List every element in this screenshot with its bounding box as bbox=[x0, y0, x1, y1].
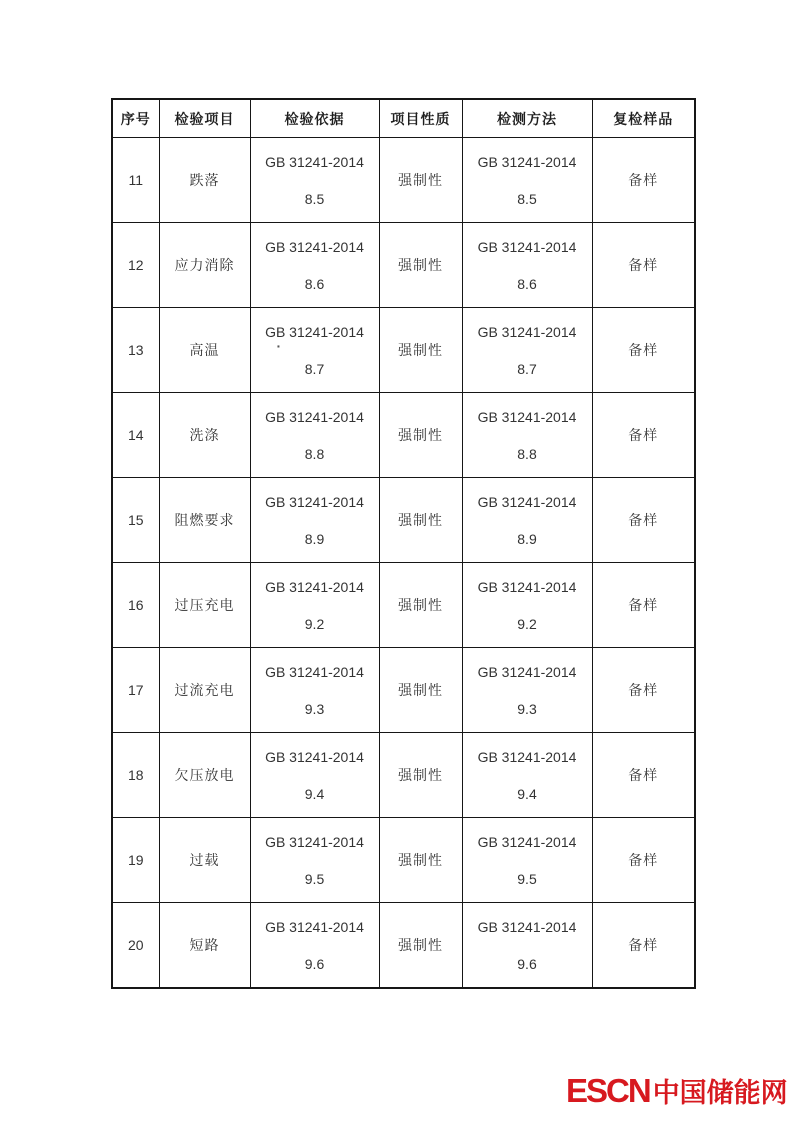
basis-standard: GB 31241-2014 bbox=[265, 408, 364, 425]
header-cell-serial: 序号 bbox=[112, 99, 159, 138]
cell-nature: 强制性 bbox=[379, 818, 462, 903]
cell-nature: 强制性 bbox=[379, 733, 462, 818]
table-row bbox=[112, 733, 695, 818]
cell-basis bbox=[250, 563, 379, 648]
table-row bbox=[112, 478, 695, 563]
basis-standard: GB 31241-2014 bbox=[265, 833, 364, 850]
cell-serial: 13 bbox=[112, 308, 159, 393]
cell-resample: 备样 bbox=[592, 563, 695, 648]
header-cell-basis: 检验依据 bbox=[250, 99, 379, 138]
method-standard: GB 31241-2014 bbox=[477, 238, 577, 255]
table-row bbox=[112, 223, 695, 308]
basis-standard: GB 31241-2014 bbox=[265, 578, 364, 595]
cell-nature: 强制性 bbox=[379, 478, 462, 563]
cell-resample: 备样 bbox=[592, 393, 695, 478]
cell-basis bbox=[250, 648, 379, 733]
table-row bbox=[112, 308, 695, 393]
cell-serial: 15 bbox=[112, 478, 159, 563]
cell-basis bbox=[250, 903, 379, 989]
table-row bbox=[112, 648, 695, 733]
cell-serial: 11 bbox=[112, 138, 159, 223]
basis-clause: 9.3 bbox=[304, 700, 325, 717]
cell-resample: 备样 bbox=[592, 223, 695, 308]
table-row bbox=[112, 818, 695, 903]
basis-standard: GB 31241-2014 bbox=[265, 238, 364, 255]
header-cell-method: 检测方法 bbox=[462, 99, 592, 138]
method-clause: 8.7 bbox=[517, 360, 537, 377]
basis-clause: 8.7 bbox=[304, 360, 325, 377]
header-cell-item: 检验项目 bbox=[159, 99, 250, 138]
method-standard: GB 31241-2014 bbox=[477, 918, 577, 935]
method-clause: 9.6 bbox=[517, 955, 537, 972]
cell-item: 应力消除 bbox=[159, 223, 250, 308]
method-standard: GB 31241-2014 bbox=[477, 493, 577, 510]
cell-method bbox=[462, 223, 592, 308]
cell-method bbox=[462, 648, 592, 733]
basis-standard: GB 31241-2014 bbox=[265, 918, 364, 935]
logo-text-en: ESCN bbox=[566, 1072, 650, 1109]
basis-clause: 8.9 bbox=[304, 530, 325, 547]
cell-resample: 备样 bbox=[592, 648, 695, 733]
cell-item: 过载 bbox=[159, 818, 250, 903]
method-clause: 8.8 bbox=[517, 445, 537, 462]
cell-resample: 备样 bbox=[592, 138, 695, 223]
basis-clause: 9.4 bbox=[304, 785, 325, 802]
method-standard: GB 31241-2014 bbox=[477, 833, 577, 850]
inspection-table bbox=[111, 98, 696, 989]
basis-clause: 8.6 bbox=[304, 275, 325, 292]
basis-standard: GB 31241-2014 bbox=[265, 153, 364, 170]
cell-nature: 强制性 bbox=[379, 223, 462, 308]
escn-logo bbox=[566, 1071, 788, 1110]
method-clause: 9.2 bbox=[517, 615, 537, 632]
method-standard: GB 31241-2014 bbox=[477, 748, 577, 765]
table-row bbox=[112, 138, 695, 223]
cell-basis bbox=[250, 818, 379, 903]
cell-nature: 强制性 bbox=[379, 308, 462, 393]
cell-basis bbox=[250, 138, 379, 223]
cell-resample: 备样 bbox=[592, 733, 695, 818]
cell-method bbox=[462, 733, 592, 818]
cell-resample: 备样 bbox=[592, 478, 695, 563]
cell-item: 洗涤 bbox=[159, 393, 250, 478]
cell-serial: 17 bbox=[112, 648, 159, 733]
cell-resample: 备样 bbox=[592, 308, 695, 393]
basis-standard: GB 31241-2014 bbox=[265, 663, 364, 680]
basis-clause: 9.5 bbox=[304, 870, 325, 887]
cell-item: 过流充电 bbox=[159, 648, 250, 733]
method-clause: 9.4 bbox=[517, 785, 537, 802]
cell-item: 高温 bbox=[159, 308, 250, 393]
cell-method bbox=[462, 903, 592, 989]
cell-serial: 12 bbox=[112, 223, 159, 308]
method-clause: 9.3 bbox=[517, 700, 537, 717]
table-row bbox=[112, 393, 695, 478]
header-cell-resample: 复检样品 bbox=[592, 99, 695, 138]
cell-basis bbox=[250, 733, 379, 818]
cell-basis bbox=[250, 223, 379, 308]
basis-standard: GB 31241-2014 bbox=[265, 323, 364, 340]
cell-method bbox=[462, 308, 592, 393]
basis-clause: 8.8 bbox=[304, 445, 325, 462]
table-row bbox=[112, 563, 695, 648]
cell-item: 欠压放电 bbox=[159, 733, 250, 818]
method-clause: 8.5 bbox=[517, 190, 537, 207]
table-row bbox=[112, 903, 695, 989]
method-standard: GB 31241-2014 bbox=[477, 323, 577, 340]
method-standard: GB 31241-2014 bbox=[477, 408, 577, 425]
cell-serial: 18 bbox=[112, 733, 159, 818]
method-standard: GB 31241-2014 bbox=[477, 663, 577, 680]
cell-resample: 备样 bbox=[592, 818, 695, 903]
cell-item: 阻燃要求 bbox=[159, 478, 250, 563]
cell-resample: 备样 bbox=[592, 903, 695, 989]
basis-clause: 8.5 bbox=[304, 190, 325, 207]
cell-method bbox=[462, 818, 592, 903]
cell-basis bbox=[250, 478, 379, 563]
cell-method bbox=[462, 478, 592, 563]
basis-standard: GB 31241-2014 bbox=[265, 748, 364, 765]
method-clause: 9.5 bbox=[517, 870, 537, 887]
cell-nature: 强制性 bbox=[379, 648, 462, 733]
cell-nature: 强制性 bbox=[379, 138, 462, 223]
cell-basis bbox=[250, 308, 379, 393]
stray-dot-mark: · bbox=[276, 338, 282, 354]
logo-text-cn: 中国储能网 bbox=[652, 1078, 788, 1108]
header-cell-nature: 项目性质 bbox=[379, 99, 462, 138]
method-clause: 8.6 bbox=[517, 275, 537, 292]
cell-serial: 14 bbox=[112, 393, 159, 478]
basis-clause: 9.2 bbox=[304, 615, 325, 632]
cell-nature: 强制性 bbox=[379, 393, 462, 478]
cell-serial: 19 bbox=[112, 818, 159, 903]
cell-method bbox=[462, 563, 592, 648]
basis-standard: GB 31241-2014 bbox=[265, 493, 364, 510]
cell-serial: 20 bbox=[112, 903, 159, 989]
basis-clause: 9.6 bbox=[304, 955, 325, 972]
cell-item: 过压充电 bbox=[159, 563, 250, 648]
cell-basis bbox=[250, 393, 379, 478]
cell-item: 短路 bbox=[159, 903, 250, 989]
cell-method bbox=[462, 138, 592, 223]
cell-serial: 16 bbox=[112, 563, 159, 648]
cell-item: 跌落 bbox=[159, 138, 250, 223]
table-header-row bbox=[112, 99, 695, 138]
method-clause: 8.9 bbox=[517, 530, 537, 547]
cell-method bbox=[462, 393, 592, 478]
method-standard: GB 31241-2014 bbox=[477, 153, 577, 170]
cell-nature: 强制性 bbox=[379, 563, 462, 648]
cell-nature: 强制性 bbox=[379, 903, 462, 989]
method-standard: GB 31241-2014 bbox=[477, 578, 577, 595]
